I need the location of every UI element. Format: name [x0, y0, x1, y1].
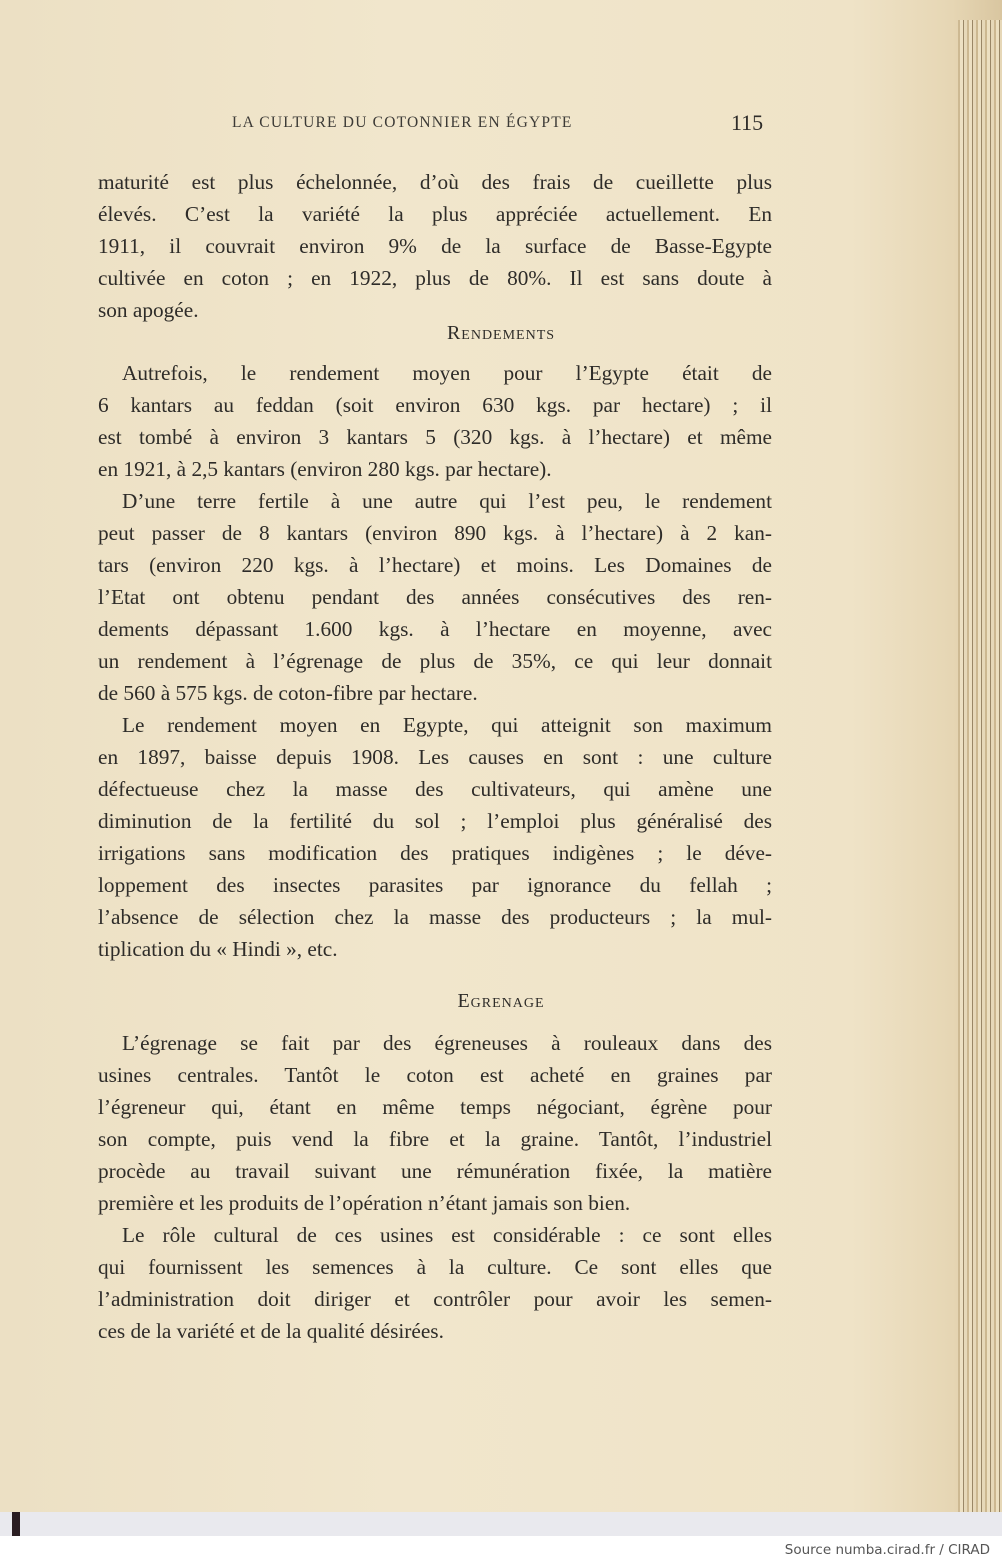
- text-line: maturité est plus échelonnée, d’où des frais de cueillette plus: [98, 170, 772, 194]
- text-line: Le rendement moyen en Egypte, qui atteignit son maximum: [122, 713, 772, 737]
- text-line: irrigations sans modification des pratiques indigènes ; le déve-: [98, 841, 772, 865]
- text-line: cultivée en coton ; en 1922, plus de 80%. Il est sans doute à: [98, 266, 772, 290]
- text-line: L’égrenage se fait par des égreneuses à rouleaux dans des: [122, 1031, 772, 1055]
- text-line: en 1897, baisse depuis 1908. Les causes en sont : une culture: [98, 745, 772, 769]
- text-line: l’administration doit diriger et contrôler pour avoir les semen-: [98, 1287, 772, 1311]
- text-line: l’absence de sélection chez la masse des producteurs ; la mul-: [98, 905, 772, 929]
- page-edges: [958, 20, 1002, 1520]
- text-line: l’égreneur qui, étant en même temps négociant, égrène pour: [98, 1095, 772, 1119]
- text-line: 6 kantars au feddan (soit environ 630 kgs. par hectare) ; il: [98, 393, 772, 417]
- paragraph: [98, 166, 772, 326]
- scanner-bed: [0, 1512, 1002, 1536]
- text-line: première et les produits de l’opération n’étant jamais son bien.: [98, 1191, 631, 1215]
- text-line: D’une terre fertile à une autre qui l’est peu, le rendement: [122, 489, 772, 513]
- text-line: tiplication du « Hindi », etc.: [98, 937, 338, 961]
- text-line: un rendement à l’égrenage de plus de 35%, ce qui leur donnait: [98, 649, 772, 673]
- text-line: usines centrales. Tantôt le coton est acheté en graines par: [98, 1063, 772, 1087]
- text-line: peut passer de 8 kantars (environ 890 kgs. à l’hectare) à 2 kan-: [98, 521, 772, 545]
- paragraph: [98, 1027, 772, 1219]
- paragraph: [98, 485, 772, 709]
- text-line: procède au travail suivant une rémunération fixée, la matière: [98, 1159, 772, 1183]
- text-line: dements dépassant 1.600 kgs. à l’hectare en moyenne, avec: [98, 617, 772, 641]
- section-heading-egrenage: Egrenage: [457, 990, 545, 1012]
- text-line: son apogée.: [98, 298, 199, 322]
- text-block-egrenage: [98, 1027, 772, 1347]
- section-heading-rendements: Rendements: [446, 322, 556, 344]
- page-number: 115: [731, 110, 764, 135]
- running-head: LA CULTURE DU COTONNIER EN ÉGYPTE: [232, 114, 573, 131]
- text-line: défectueuse chez la masse des cultivateurs, qui amène une: [98, 777, 772, 801]
- text-line: en 1921, à 2,5 kantars (environ 280 kgs. par hectare).: [98, 457, 552, 481]
- text-block-intro: [98, 166, 772, 326]
- text-line: élevés. C’est la variété la plus appréciée actuellement. En: [98, 202, 772, 226]
- text-line: ces de la variété et de la qualité désirées.: [98, 1319, 444, 1343]
- paragraph: [98, 709, 772, 965]
- text-line: diminution de la fertilité du sol ; l’emploi plus généralisé des: [98, 809, 772, 833]
- text-line: son compte, puis vend la fibre et la graine. Tantôt, l’industriel: [98, 1127, 772, 1151]
- text-line: Le rôle cultural de ces usines est considérable : ce sont elles: [122, 1223, 772, 1247]
- source-credit: Source numba.cirad.fr / CIRAD: [784, 1542, 990, 1558]
- text-line: qui fournissent les semences à la culture. Ce sont elles que: [98, 1255, 772, 1279]
- text-line: 1911, il couvrait environ 9% de la surface de Basse-Egypte: [98, 234, 772, 258]
- text-line: l’Etat ont obtenu pendant des années consécutives des ren-: [98, 585, 772, 609]
- text-line: de 560 à 575 kgs. de coton-fibre par hectare.: [98, 681, 478, 705]
- paragraph: [98, 357, 772, 485]
- binding-edge: [12, 1512, 20, 1536]
- text-line: loppement des insectes parasites par ignorance du fellah ;: [98, 873, 772, 897]
- text-line: tars (environ 220 kgs. à l’hectare) et moins. Les Domaines de: [98, 553, 772, 577]
- paragraph: [98, 1219, 772, 1347]
- text-block-rendements: [98, 357, 772, 965]
- text-line: Autrefois, le rendement moyen pour l’Egypte était de: [122, 361, 772, 385]
- text-line: est tombé à environ 3 kantars 5 (320 kgs. à l’hectare) et même: [98, 425, 772, 449]
